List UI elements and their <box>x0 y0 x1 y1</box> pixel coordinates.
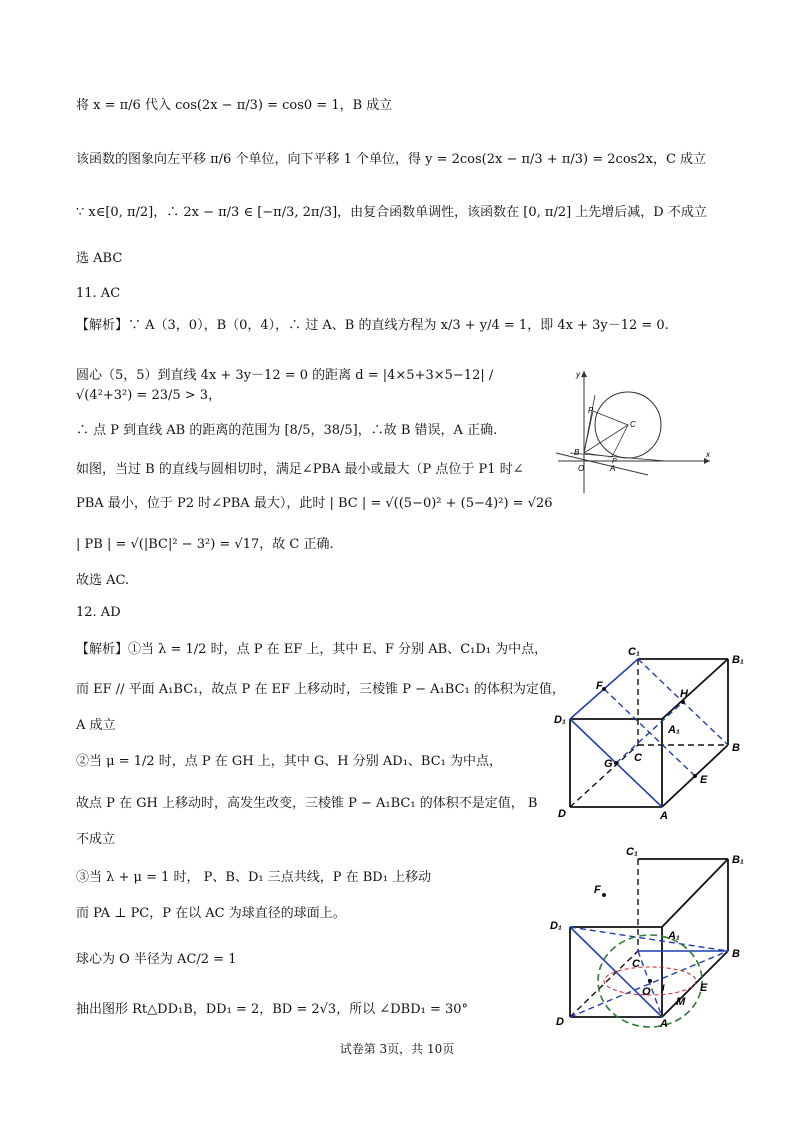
q12-part2-c: 不成立 <box>76 832 116 847</box>
label-p1: P <box>612 458 617 465</box>
label-f: F <box>594 884 601 896</box>
q11-answer: 故选 AC. <box>76 573 130 588</box>
q11-line-equation: 【解析】∵ A（3，0），B（0，4），∴ 过 A、B 的直线方程为 x/3 + y/4 = 1，即 4x + 3y－12 = 0. <box>76 318 669 333</box>
line-d-monotonic: ∵ x∈[0, π/2]，∴ 2x − π/3 ∈ [−π/3, 2π/3]，由复合函数单调性，该函数在 [0, π/2] 上先增后减，D 不成立 <box>76 205 707 220</box>
line-b-substitute: 将 x = π/6 代入 cos(2x − π/3) = cos0 = 1，B 成立 <box>76 98 393 113</box>
q12-part2-a: ②当 μ = 1/2 时，点 P 在 GH 上，其中 G、H 分别 AD₁、BC₁ 为中点， <box>76 754 503 769</box>
q11-tangent-1: 如图，当过 B 的直线与圆相切时，满足∠PBA 最小或最大（P 点位于 P1 时∠ <box>76 462 524 477</box>
label-a: A <box>610 464 616 473</box>
label-b1: B₁ <box>732 654 744 666</box>
q12-part2-b: 故点 P 在 GH 上移动时，高发生改变，三棱锥 P − A₁BC₁ 的体积不是定值， B <box>76 796 538 811</box>
label-c: C <box>632 958 640 970</box>
line-c-shift: 该函数的图象向左平移 π/6 个单位，向下平移 1 个单位，得 y = 2cos(2x − π/3 + π/3) = 2cos2x，C 成立 <box>76 152 707 167</box>
q12-part1-c: A 成立 <box>76 718 116 733</box>
q12-part1-a: 【解析】①当 λ = 1/2 时，点 P 在 EF 上，其中 E、F 分别 AB、C₁D₁ 为中点， <box>76 642 548 657</box>
label-a1: A₁ <box>668 724 680 736</box>
circle-tangent-figure <box>548 365 724 495</box>
line-answer-abc: 选 ABC <box>76 251 123 266</box>
label-a1: A₁ <box>668 930 680 942</box>
label-c: C <box>634 752 642 764</box>
label-e: E <box>700 774 708 786</box>
label-b: B <box>574 448 580 457</box>
label-c1: C₁ <box>626 846 638 858</box>
q11-heading: 11. AC <box>76 286 121 301</box>
label-p: P <box>588 406 594 415</box>
q12-part1-b: 而 EF // 平面 A₁BC₁，故点 P 在 EF 上移动时，三棱锥 P − A₁BC₁ 的体积为定值， <box>76 682 565 697</box>
q12-part3-c: 球心为 O 半径为 AC/2 = 1 <box>76 952 237 967</box>
label-b: B <box>732 948 740 960</box>
label-d1: D₁ <box>554 714 566 726</box>
label-b: B <box>732 742 740 754</box>
q12-part3-d: 抽出图形 Rt△DD₁B，DD₁ = 2，BD = 2√3，所以 ∠DBD₁ = 30° <box>76 1002 469 1017</box>
label-m: M <box>676 996 686 1008</box>
q11-pb: | PB | = √(|BC|² − 3²) = √17，故 C 正确. <box>76 537 334 552</box>
label-e: E <box>700 982 708 994</box>
label-f: F <box>596 680 603 692</box>
label-d1: D₁ <box>550 920 562 932</box>
q11-range: ∴ 点 P 到直线 AB 的距离的范围为 [8/5，38/5]，∴故 B 错误，A 正确. <box>76 423 498 438</box>
page-footer: 试卷第 3页，共 10页 <box>339 1042 455 1056</box>
label-d: D <box>556 1016 564 1028</box>
label-o: O <box>642 986 651 998</box>
q12-heading: 12. AD <box>76 605 121 620</box>
label-a: A <box>660 810 668 822</box>
label-d: D <box>558 808 566 820</box>
q11-distance: 圆心（5，5）到直线 4x + 3y－12 = 0 的距离 d = |4×5+3×5−12| / √(4²+3²) = 23/5 > 3， <box>76 368 494 403</box>
label-x: x <box>706 450 710 459</box>
label-h: H <box>680 688 688 700</box>
q12-part3-b: 而 PA ⊥ PC，P 在以 AC 为球直径的球面上。 <box>76 906 346 921</box>
q12-part3-a: ③当 λ + μ = 1 时， P、B、D₁ 三点共线，P 在 BD₁ 上移动 <box>76 870 432 885</box>
label-y: y <box>576 370 580 379</box>
label-g: G <box>604 758 613 770</box>
label-o: O <box>578 464 585 473</box>
cube-figure-1 <box>548 645 762 825</box>
line-ab <box>556 453 648 475</box>
label-b1: B₁ <box>732 854 744 866</box>
cube-figure-2 <box>548 845 762 1030</box>
q11-tangent-2: PBA 最小，位于 P2 时∠PBA 最大），此时 | BC | = √((5−0)² + (5−4)²) = √26 <box>76 496 553 511</box>
label-a: A <box>660 1018 668 1030</box>
label-c: C <box>630 420 636 429</box>
label-i: I <box>662 983 665 993</box>
label-c1: C₁ <box>628 646 640 658</box>
